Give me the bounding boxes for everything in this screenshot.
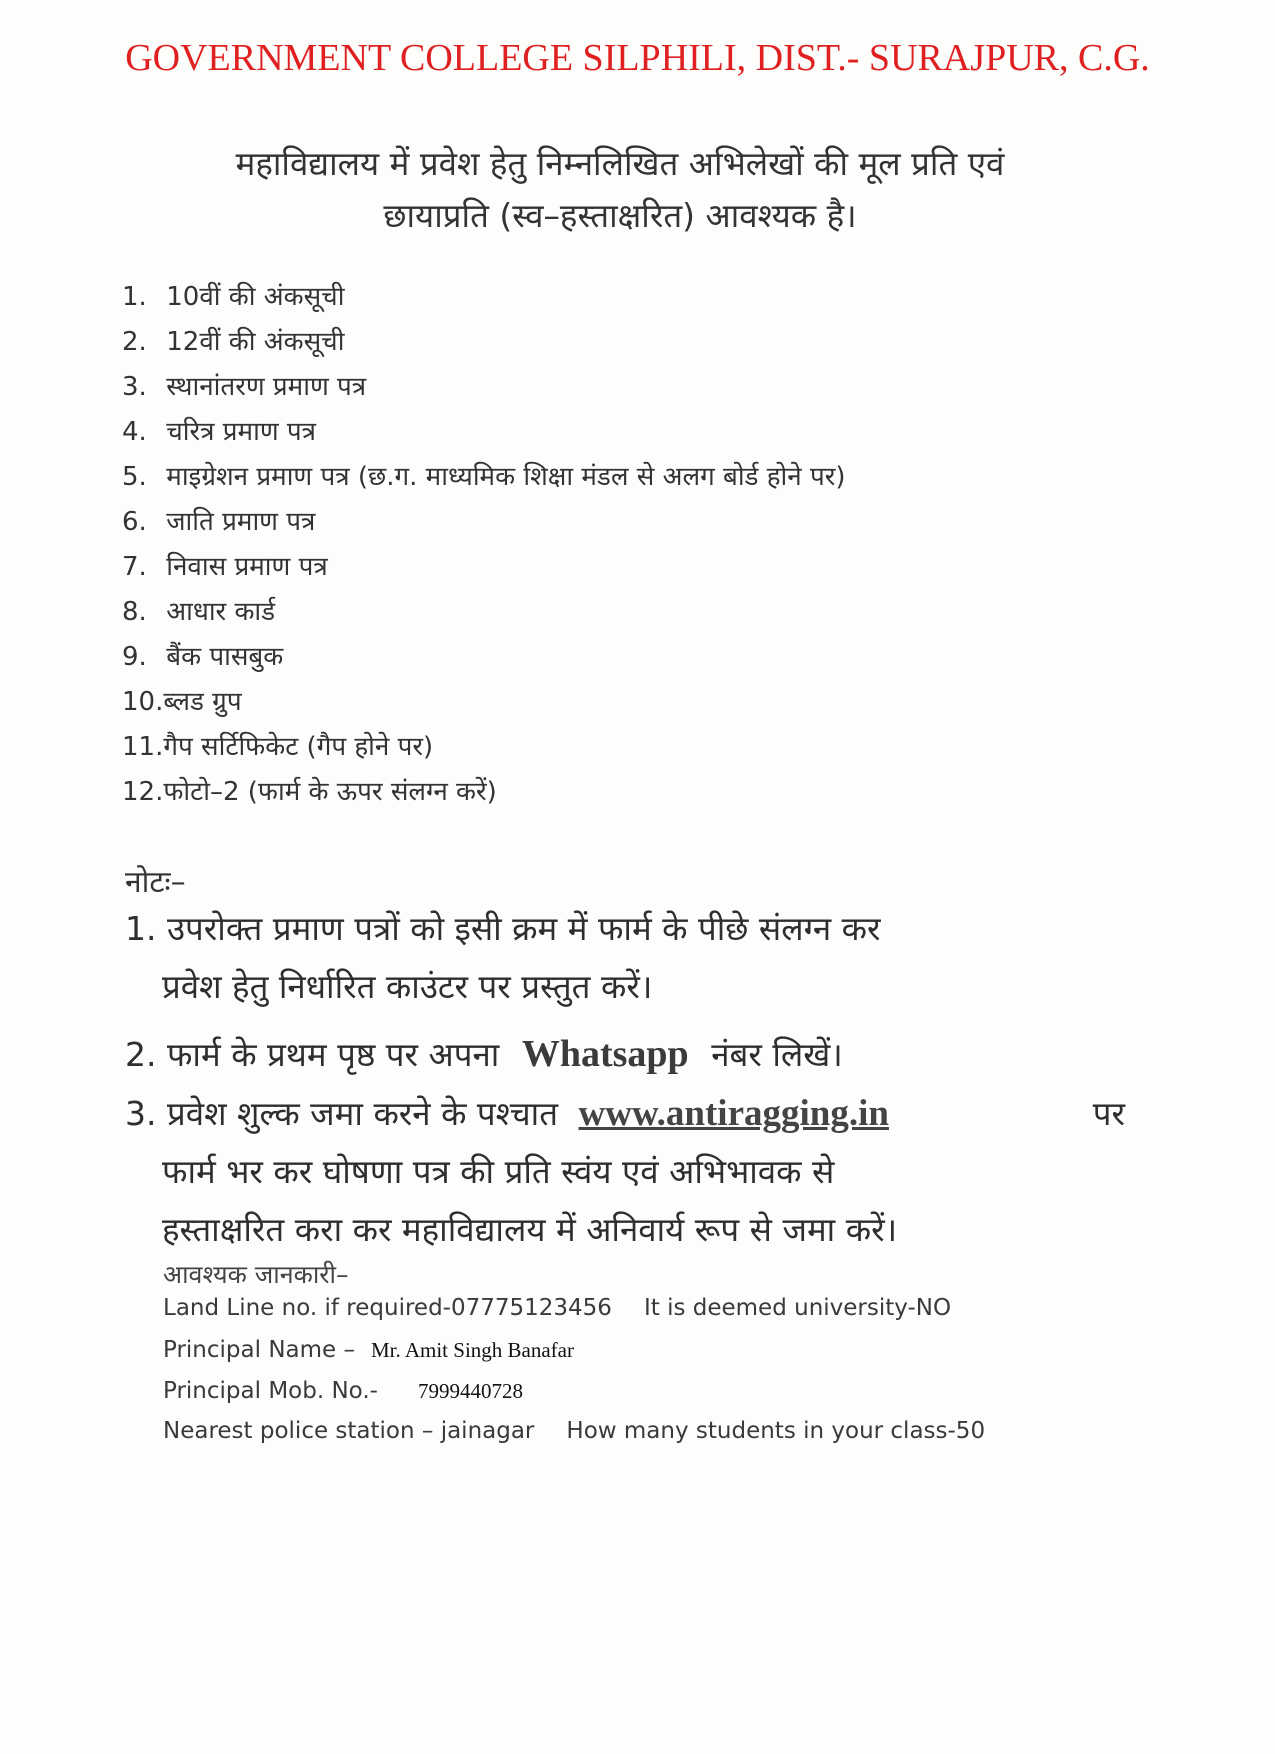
principal-mob-value: 7999440728 bbox=[417, 1379, 523, 1403]
item-text: बैंक पासबुक bbox=[166, 642, 284, 672]
note-3-suffix: पर bbox=[1092, 1094, 1125, 1133]
intro-line-1: महाविद्यालय में प्रवेश हेतु निम्नलिखित अभिलेखों की मूल प्रति एवं bbox=[235, 144, 1005, 183]
list-item bbox=[122, 275, 846, 320]
item-text: 12वीं की अंकसूची bbox=[166, 327, 345, 357]
intro-line-2: छायाप्रति (स्व–हस्ताक्षरित) आवश्यक है। bbox=[383, 196, 857, 235]
principal-mob-label: Principal Mob. No.- bbox=[163, 1378, 378, 1404]
landline-text: Land Line no. if required-07775123456 bbox=[163, 1295, 612, 1321]
item-number: 1. bbox=[122, 282, 147, 312]
antiragging-link[interactable]: www.antiragging.in bbox=[578, 1093, 889, 1134]
item-text: चरित्र प्रमाण पत्र bbox=[166, 417, 317, 447]
list-item bbox=[122, 455, 846, 500]
info-heading: आवश्यक जानकारी– bbox=[163, 1260, 349, 1289]
principal-name-value: Mr. Amit Singh Banafar bbox=[371, 1338, 574, 1362]
info-landline-row bbox=[163, 1295, 951, 1321]
list-item bbox=[122, 725, 846, 770]
list-item bbox=[122, 770, 846, 815]
item-number: 8. bbox=[122, 597, 147, 627]
principal-name-label: Principal Name – bbox=[163, 1337, 355, 1363]
note-2-suffix: नंबर लिखें। bbox=[711, 1035, 843, 1074]
item-text: निवास प्रमाण पत्र bbox=[166, 552, 328, 582]
list-item bbox=[122, 590, 846, 635]
item-number: 9. bbox=[122, 642, 147, 672]
note-3-line-2: फार्म भर कर घोषणा पत्र की प्रति स्वंय एवं अभिभावक से bbox=[162, 1152, 835, 1191]
list-item bbox=[122, 635, 846, 680]
info-principal-mob-row bbox=[163, 1378, 523, 1404]
note-heading: नोटः– bbox=[125, 865, 186, 900]
college-title: GOVERNMENT COLLEGE SILPHILI, DIST.- SURAJPUR, C.G. bbox=[125, 37, 1150, 79]
item-number: 10. bbox=[122, 687, 164, 717]
item-number: 6. bbox=[122, 507, 147, 537]
note-1 bbox=[125, 900, 1125, 1016]
item-number: 3. bbox=[122, 372, 147, 402]
note-3 bbox=[125, 1085, 1125, 1259]
item-text: जाति प्रमाण पत्र bbox=[166, 507, 316, 537]
item-number: 2. bbox=[122, 327, 147, 357]
note-3-line-3: हस्ताक्षरित करा कर महाविद्यालय में अनिवार्य रूप से जमा करें। bbox=[162, 1210, 898, 1249]
whatsapp-label: Whatsapp bbox=[521, 1033, 689, 1075]
note-1-line-2: प्रवेश हेतु निर्धारित काउंटर पर प्रस्तुत करें। bbox=[162, 967, 653, 1006]
list-item bbox=[122, 545, 846, 590]
item-text: गैप सर्टिफिकेट (गैप होने पर) bbox=[163, 732, 434, 762]
list-item bbox=[122, 410, 846, 455]
item-text: फोटो–2 (फार्म के ऊपर संलग्न करें) bbox=[163, 777, 497, 807]
item-number: 7. bbox=[122, 552, 147, 582]
required-documents-list bbox=[122, 275, 846, 815]
item-text: आधार कार्ड bbox=[166, 597, 276, 627]
note-2-prefix: 2. फार्म के प्रथम पृष्ठ पर अपना bbox=[125, 1035, 500, 1074]
list-item bbox=[122, 365, 846, 410]
note-3-prefix: 3. प्रवेश शुल्क जमा करने के पश्चात bbox=[125, 1094, 559, 1133]
police-station-text: Nearest police station – jainagar bbox=[163, 1418, 535, 1444]
info-principal-name-row bbox=[163, 1337, 574, 1363]
item-text: माइग्रेशन प्रमाण पत्र (छ.ग. माध्यमिक शिक्षा मंडल से अलग बोर्ड होने पर) bbox=[166, 462, 846, 492]
item-number: 12. bbox=[122, 777, 164, 807]
item-text: 10वीं की अंकसूची bbox=[166, 282, 345, 312]
info-police-row bbox=[163, 1418, 985, 1444]
note-2 bbox=[125, 1025, 1125, 1084]
students-count-text: How many students in your class-50 bbox=[566, 1418, 986, 1444]
item-number: 5. bbox=[122, 462, 147, 492]
item-text: स्थानांतरण प्रमाण पत्र bbox=[166, 372, 367, 402]
item-number: 4. bbox=[122, 417, 147, 447]
note-1-line-1: 1. उपरोक्त प्रमाण पत्रों को इसी क्रम में फार्म के पीछे संलग्न कर bbox=[125, 909, 881, 948]
item-text: ब्लड ग्रुप bbox=[163, 687, 242, 717]
deemed-university-text: It is deemed university-NO bbox=[643, 1295, 952, 1321]
item-number: 11. bbox=[122, 732, 164, 762]
list-item bbox=[122, 320, 846, 365]
list-item bbox=[122, 680, 846, 725]
list-item bbox=[122, 500, 846, 545]
